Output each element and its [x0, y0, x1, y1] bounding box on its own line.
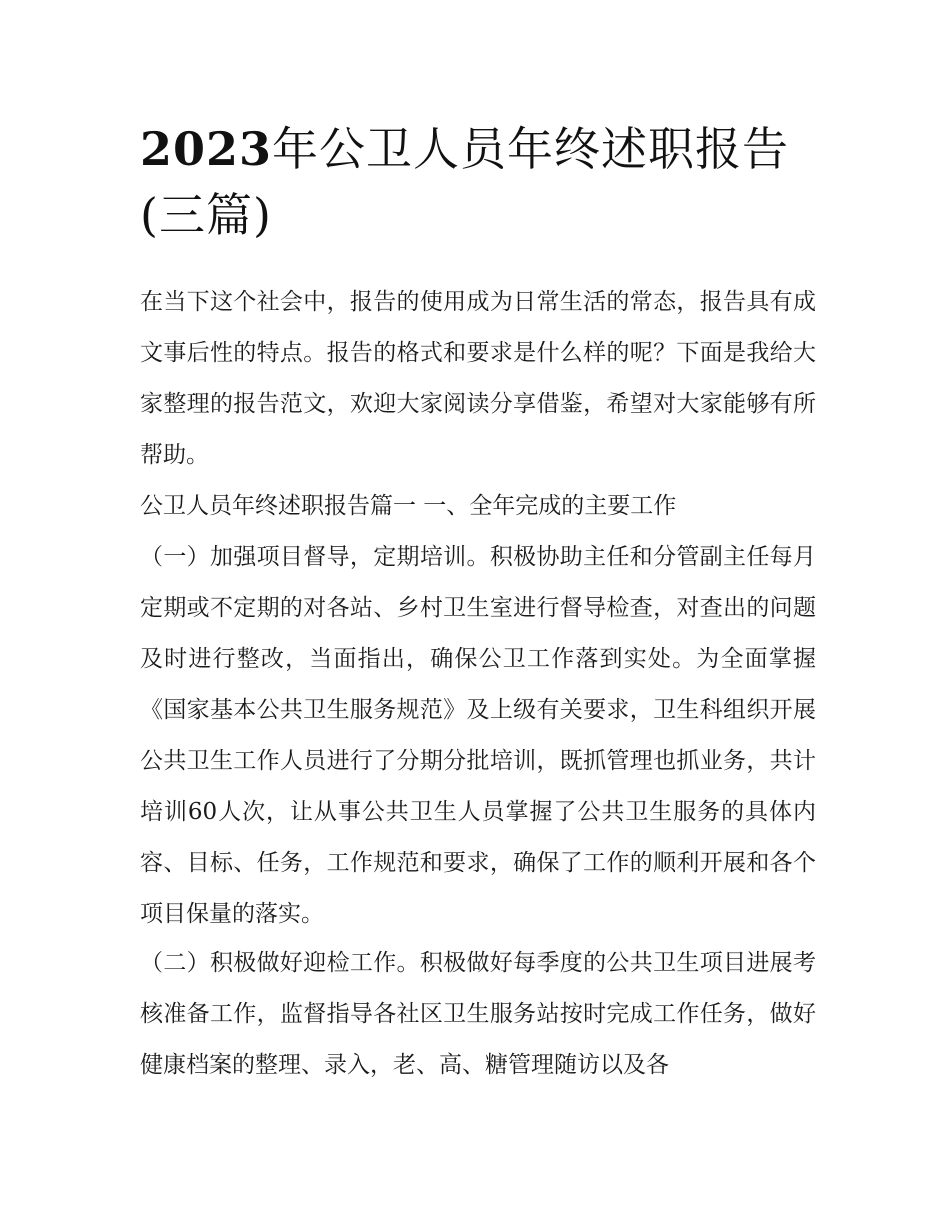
document-title	[140, 116, 820, 248]
item-1-paragraph: （一）加强项目督导，定期培训。积极协助主任和分管副主任每月定期或不定期的对各站、乡村卫生室进行督导检查，对查出的问题及时进行整改，当面指出，确保公卫工作落到实处。为全面掌握《国家基本公共卫生服务规范》及上级有关要求，卫生科组织开展公共卫生工作人员进行了分期分批培训，既抓管理也抓业务，共计培训60人次，让从事公共卫生人员掌握了公共卫生服务的具体内容、目标、任务，工作规范和要求，确保了工作的顺利开展和各个项目保量的落实。	[140, 544, 816, 927]
intro-paragraph: 在当下这个社会中，报告的使用成为日常生活的常态，报告具有成文事后性的特点。报告的格式和要求是什么样的呢？下面是我给大家整理的报告范文，欢迎大家阅读分享借鉴，希望对大家能够有所帮助。	[140, 289, 816, 468]
item-2-paragraph: （二）积极做好迎检工作。积极做好每季度的公共卫生项目进展考核准备工作，监督指导各社区卫生服务站按时完成工作任务，做好健康档案的整理、录入，老、高、糖管理随访以及各	[140, 950, 816, 1078]
title-text: 年公卫人员年终述职报告(三篇)	[140, 122, 790, 242]
section-heading: 公卫人员年终述职报告篇一 一、全年完成的主要工作	[140, 493, 677, 519]
title-year: 2023	[140, 122, 273, 176]
